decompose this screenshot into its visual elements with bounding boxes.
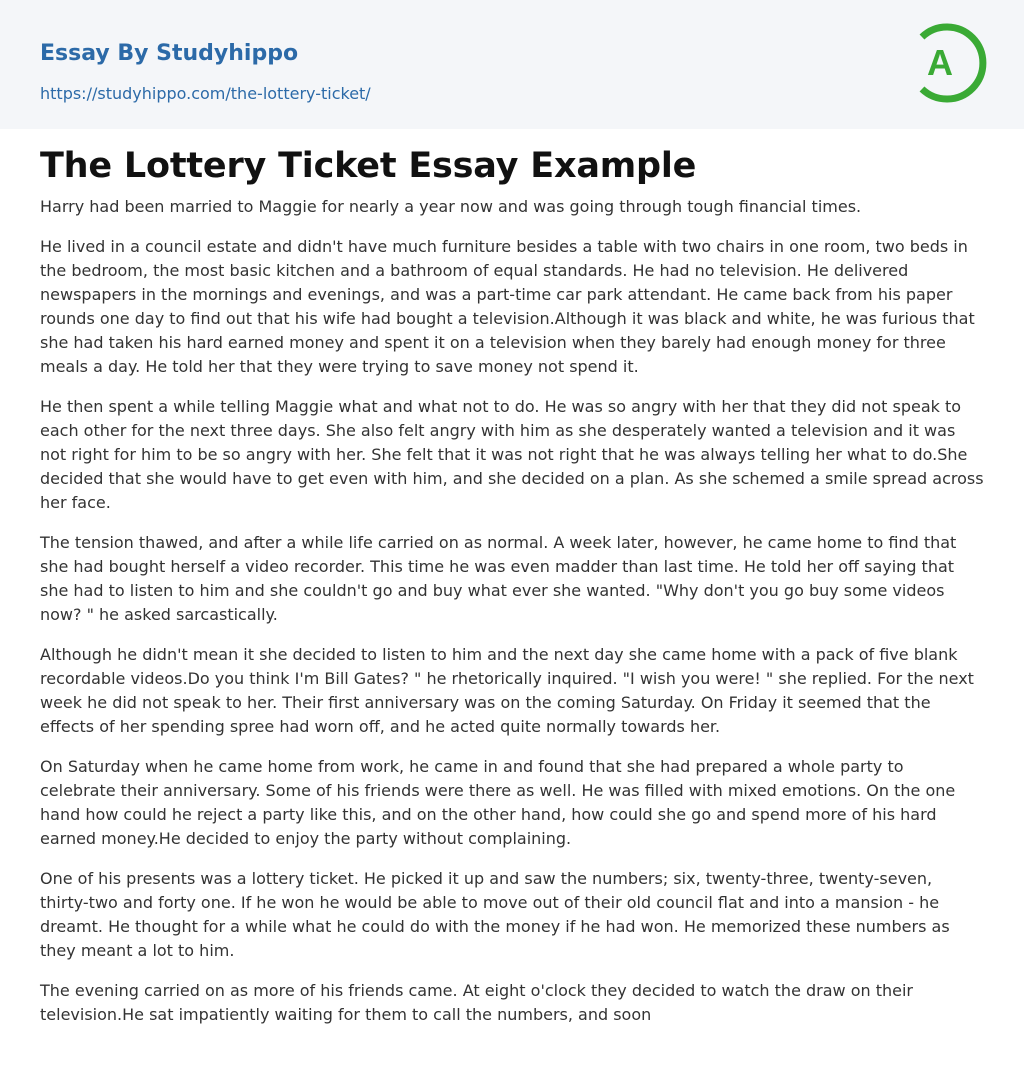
essay-paragraph: The evening carried on as more of his friends came. At eight o'clock they decided to watch the draw on their television.He sat impatiently waiting for them to call the numbers, and soon: [40, 981, 914, 1024]
source-url-link[interactable]: https://studyhippo.com/the-lottery-ticket/: [40, 84, 371, 103]
essay-paragraph: He lived in a council estate and didn't have much furniture besides a table with two chairs in one room, two beds in the bedroom, the most basic kitchen and a bathroom of equal standards. He had no television. He delivered newspapers in the mornings and evenings, and was a part-time car park attendant. He came back from his paper rounds one day to find out that his wife had bought a television.Although it was black and white, he was furious that she had taken his hard earned money and spent it on a television when they barely had enough money for three meals a day. He told her that they were trying to save money not spend it.: [40, 237, 975, 376]
site-name: Essay By Studyhippo: [40, 41, 299, 66]
essay-paragraph: One of his presents was a lottery ticket. He picked it up and saw the numbers; six, twenty-three, twenty-seven, thirty-two and forty one. If he won he would be able to move out of their old council flat and into a mansion - he dreamt. He thought for a while what he could do with the money if he had won. He memorized these numbers as they meant a lot to him.: [40, 869, 950, 960]
logo-letter: A: [927, 42, 953, 83]
essay-paragraph: The tension thawed, and after a while life carried on as normal. A week later, however, he came home to find that she had bought herself a video recorder. This time he was even madder than last time. He told her off saying that she had to listen to him and she couldn't go and buy what ever she wanted. "Why don't you go buy some videos now? " he asked sarcastically.: [40, 533, 957, 624]
essay-paragraph: On Saturday when he came home from work, he came in and found that she had prepared a whole party to celebrate their anniversary. Some of his friends were there as well. He was filled with mixed emotions. On the one hand how could he reject a party like this, and on the other hand, how could she go and spend more of his hard earned money.He decided to enjoy the party without complaining.: [40, 757, 956, 848]
essay-paragraph: Although he didn't mean it she decided to listen to him and the next day she came home with a pack of five blank recordable videos.Do you think I'm Bill Gates? " he rhetorically inquired. "I wish you were! " she replied. For the next week he did not speak to her. Their first anniversary was on the coming Saturday. On Friday it seemed that the effects of her spending spree had worn off, and he acted quite normally towards her.: [40, 645, 974, 736]
essay-body: [40, 195, 984, 1043]
essay-paragraph: He then spent a while telling Maggie what and what not to do. He was so angry with her that they did not speak to each other for the next three days. She also felt angry with him as she desperately wanted a television and it was not right for him to be so angry with her. She felt that it was not right that he was always telling her what to do.She decided that she would have to get even with him, and she decided on a plan. As she schemed a smile spread across her face.: [40, 397, 984, 512]
essay-paragraph: Harry had been married to Maggie for nearly a year now and was going through tough financial times.: [40, 197, 862, 216]
essay-title: The Lottery Ticket Essay Example: [40, 146, 697, 186]
studyhippo-logo-icon: [912, 19, 988, 107]
